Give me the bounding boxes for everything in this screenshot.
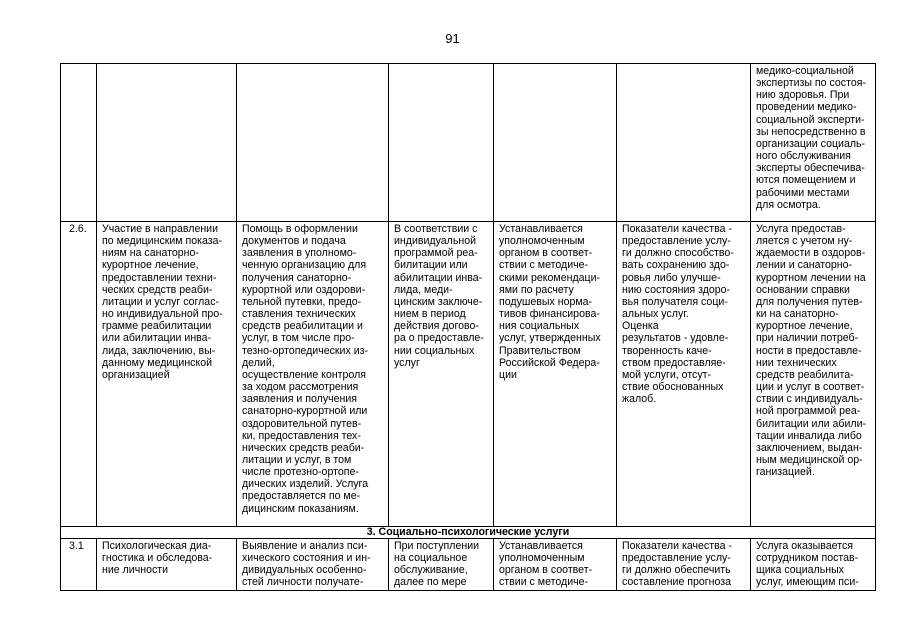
cell-tariff	[494, 64, 617, 222]
cell-number: 3.1	[61, 539, 97, 591]
cell-provision-conditions: Услуга предостав- ляется с учетом ну- ждаемости в оздоров- лении и санаторно- курортном лечении на основании справки для получения путев- ки на санаторно- курортное лечение, при наличии потреб- ности в предоставле- нии технических средств реабилита- ции и услуг в соответ- ствии с индивидуаль- ной программой реа- билитации или абили- тации инвалида либо заключением, выдан- ным медицинской ор- ганизацией.	[751, 222, 876, 527]
cell-service-description	[237, 64, 389, 222]
cell-service-name	[97, 64, 237, 222]
cell-tariff: Устанавливается уполномоченным органом в соответ- ствии с методиче- скими рекомендаци- ями по расчету подушевых норма- тивов финансирова- ния социальных услуг, утвержденных Правительством Российской Федера- ции	[494, 222, 617, 527]
cell-provision-terms: При поступлении на социальное обслуживание, далее по мере	[389, 539, 494, 591]
table-row-3-1	[61, 539, 876, 591]
table-row-continued	[61, 64, 876, 222]
cell-service-name: Участие в направлении по медицинским показа- ниям на санаторно- курортное лечение, предоставлении техни- ческих средств реаби- литации и услуг соглас- но индивидуальной про- грамме реабилитации или абилитации инва- лида, заключению, вы- данному медицинской организацией	[97, 222, 237, 527]
cell-quality-indicators	[617, 64, 751, 222]
cell-tariff: Устанавливается уполномоченным органом в соответ- ствии с методиче-	[494, 539, 617, 591]
table-row-2-6	[61, 222, 876, 527]
cell-provision-conditions: медико-социальной экспертизы по состоя- нию здоровья. При проведении медико- социальной эксперти- зы непосредственно в организации социаль- ного обслуживания эксперты обеспечива- ются помещением и рабочими местами для осмотра.	[751, 64, 876, 222]
section-heading: 3. Социально-психологические услуги	[61, 527, 876, 539]
cell-number: 2.6.	[61, 222, 97, 527]
cell-number	[61, 64, 97, 222]
cell-service-description: Выявление и анализ пси- хического состояния и ин- дивидуальных особенно- стей личности получате-	[237, 539, 389, 591]
page-number: 91	[445, 31, 460, 46]
services-table	[60, 63, 876, 591]
cell-provision-conditions: Услуга оказывается сотрудником постав- щика социальных услуг, имеющим пси-	[751, 539, 876, 591]
cell-quality-indicators: Показатели качества - предоставление услу- ги должно обеспечить составление прогноза	[617, 539, 751, 591]
cell-provision-terms	[389, 64, 494, 222]
cell-provision-terms: В соответствии с индивидуальной программой реа- билитации или абилитации инва- лида, меди- цинским заключе- нием в период действия догово- ра о предоставле- нии социальных услуг	[389, 222, 494, 527]
cell-service-name: Психологическая диа- гностика и обследова- ние личности	[97, 539, 237, 591]
cell-service-description: Помощь в оформлении документов и подача заявления в уполномо- ченную организацию для получения санаторно- курортной или оздорови- тельной путевки, предо- ставления технических средств реабилитации и услуг, в том числе про- тезно-ортопедических из- делий, осуществление контроля за ходом рассмотрения заявления и получения санаторно-курортной или оздоровительной путев- ки, предоставления тех- нических средств реаби- литации и услуг, в том числе протезно-ортопе- дических изделий. Услуга предоставляется по ме- дицинским показаниям.	[237, 222, 389, 527]
cell-quality-indicators: Показатели качества - предоставление услу- ги должно способство- вать сохранению здо- ровья либо улучше- нию состояния здоро- вья получателя соци- альных услуг. Оценка результатов - удовле- творенность каче- ством предоставляе- мой услуги, отсут- ствие обоснованных жалоб.	[617, 222, 751, 527]
section-heading-row	[61, 527, 876, 539]
